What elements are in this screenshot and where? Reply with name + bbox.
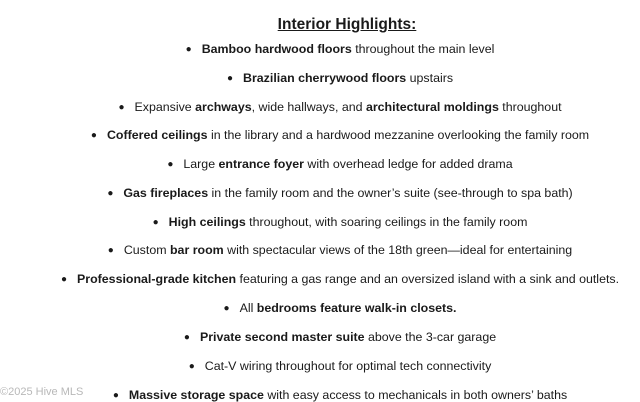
bullet-dot-icon: ● [188,361,195,372]
text-phrase: throughout [498,100,562,114]
list-item [0,214,640,231]
bold-phrase: Brazilian cherrywood floors [243,71,407,85]
bullet-dot-icon: ● [223,303,230,314]
bullet-dot-icon: ● [112,390,119,401]
text-phrase: with spectacular views of the 18th green—ideal for entertaining [223,243,573,257]
bold-phrase: entrance foyer [218,157,304,171]
bullet-dot-icon: ● [107,245,114,256]
bullet-dot-icon: ● [118,102,125,113]
list-item [0,185,640,202]
list-item [0,156,640,173]
bold-phrase: Gas fireplaces [123,186,209,200]
list-item [0,329,640,346]
bullet-dot-icon: ● [185,44,192,55]
list-item [0,242,640,259]
list-item [0,41,640,58]
text-phrase: Cat-V wiring throughout for optimal tech connectivity [204,359,492,373]
list-item [0,387,640,402]
text-phrase: throughout the main level [351,42,495,56]
text-phrase: above the 3-car garage [364,330,497,344]
list-item [0,300,640,317]
section-heading: Interior Highlights: [277,16,417,33]
bullet-dot-icon: ● [226,73,234,84]
bold-phrase: High ceilings [168,215,246,229]
list-item [0,127,640,144]
bold-phrase: Bamboo hardwood floors [201,42,352,56]
text-phrase: , wide hallways, and [251,100,366,114]
bold-phrase: archways [195,100,252,114]
text-phrase: in the family room and the owner’s suite (see-through to spa bath) [208,186,573,200]
list-item [0,271,640,288]
bold-phrase: Coffered ceilings [106,128,208,142]
text-phrase: Large [183,157,219,171]
list-item [0,70,640,87]
bold-phrase: Professional-grade kitchen [77,272,237,286]
text-phrase: with overhead ledge for added drama [303,157,513,171]
list-item [0,99,640,116]
bullet-dot-icon: ● [60,274,67,285]
bold-phrase: Private second master suite [199,330,365,344]
list-item [0,358,640,375]
bullet-dot-icon: ● [183,332,190,343]
mls-watermark: ©2025 Hive MLS [0,386,84,398]
text-phrase: Expansive [134,100,196,114]
text-phrase: upstairs [406,71,454,85]
text-phrase: in the library and a hardwood mezzanine overlooking the family room [207,128,590,142]
bold-phrase: Massive storage space [128,388,264,402]
text-phrase: featuring a gas range and an oversized island with a sink and outlets. [236,272,620,286]
text-phrase: Custom [123,243,170,257]
bold-phrase: architectural moldings [365,100,499,114]
text-phrase: All [239,301,257,315]
bold-phrase: bedrooms feature walk-in closets. [256,301,457,315]
bullet-dot-icon: ● [152,217,159,228]
bullet-dot-icon: ● [167,159,174,170]
text-phrase: throughout, with soaring ceilings in the family room [245,215,528,229]
bullet-dot-icon: ● [90,130,97,141]
text-phrase: with easy access to mechanicals in both owners’ baths [263,388,568,402]
bullet-dot-icon: ● [107,188,114,199]
bold-phrase: bar room [169,243,224,257]
